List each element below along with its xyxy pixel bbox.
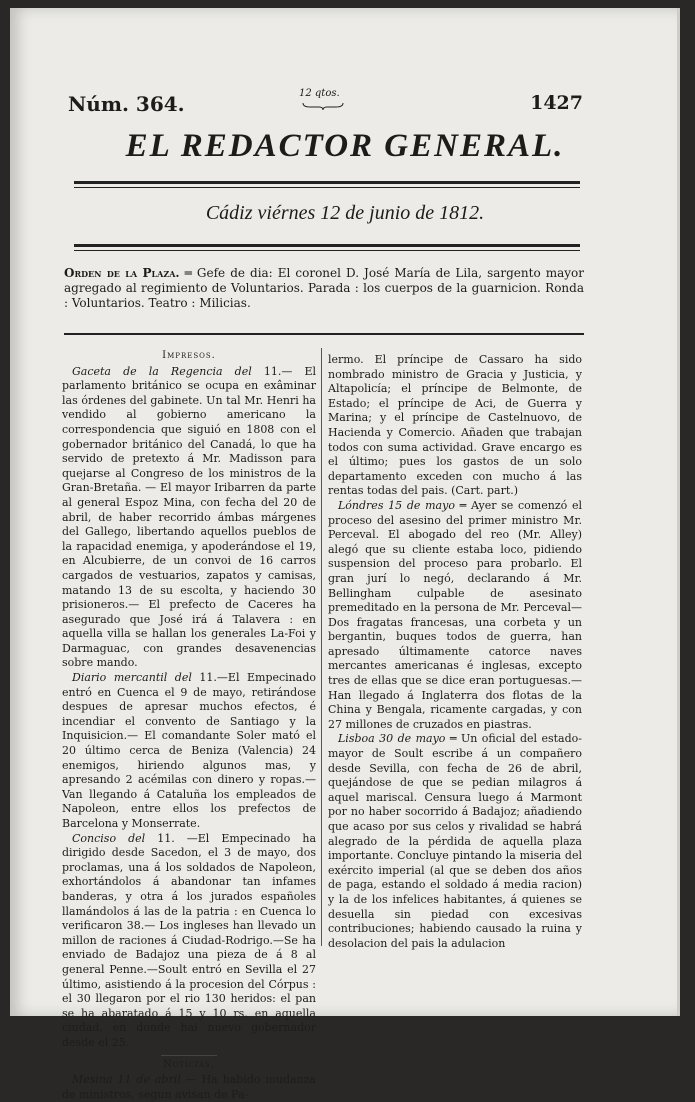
gaceta-source: Gaceta de la Regencia del: [72, 364, 252, 378]
diario-source: Diario mercantil del: [72, 671, 192, 685]
newspaper-page: [10, 8, 680, 1101]
dateline: Cádiz viérnes 12 de junio de 1812.: [205, 202, 485, 224]
title-rule: [74, 181, 580, 184]
orden-label: Orden de la Plaza.: [64, 266, 180, 280]
right-column: [328, 353, 582, 951]
impresos-heading: Impresos.: [162, 350, 216, 361]
orden-de-la-plaza: [64, 266, 584, 311]
orden-text: ═ Gefe de dia: El coronel D. José María de Lila, sargento mayor agregado al regimiento de Voluntarios. Parada : los cuerpos de la guarnicion. Ronda : Voluntarios. Teatro : Milicias.: [64, 266, 584, 310]
londres-dateline: Lóndres 15 de mayo: [338, 498, 455, 512]
article-conciso: [62, 832, 316, 1051]
article-palermo-cont: lermo. El príncipe de Cassaro ha sido nombrado ministro de Gracia y Justicia, y Altapolicía; el príncipe de Belmonte, de Estado; el príncipe de Aci, de Guerra y Marina; y el príncipe de Castelnuovo, de Hacienda y Comercio. Añaden que trabajan todos con suma actividad. Grave encargo es el último; pues los gastos de un solo departamento exceden con mucho á las rentas todas del pais. (Cart. part.): [328, 353, 582, 498]
noticias-rule: [161, 1055, 217, 1056]
mesina-text: — Ha habido mudanza de ministros, segun avisan de Pa-: [62, 1073, 316, 1101]
conciso-source: Conciso del: [72, 831, 146, 845]
diario-text: 11.—El Empecinado entró en Cuenca el 9 de mayo, retirándose despues de apresar muchos efectos, é incendiar el convento de Santiago y la Inquisicion.— El comandante Soler mató el 20 último cerca de Beniza (Valencia) 24 enemigos, hiriendo algunos mas, y apresando 2 acémilas con dinero y ropas.— Van llegando á Cataluña los empleados de Napoleon, entre ellos los prefectos de Barcelona y Monserrate.: [62, 671, 316, 830]
price-brace: [302, 102, 344, 110]
mesina-dateline: Mesina 11 de abril: [72, 1073, 181, 1087]
article-londres: [328, 499, 582, 733]
article-gaceta: [62, 365, 316, 671]
article-mesina: [62, 1073, 316, 1102]
gaceta-text: 11.— El parlamento británico se ocupa en exâminar las órdenes del gabinete. Un tal Mr. Henri ha vendido al gobierno americano la correspondencia que siguió en 1808 con el gobernador británico del Canadá, lo que ha servido de pretexto á Mr. Madisson para quejarse al Congreso de los ministros de la Gran-Bretaña. — El mayor Iribarren da parte al general Espoz Mina, con fecha del 20 de abril, de haber recorrido ámbas márgenes del Gallego, libertando aquellos pueblos de la rapacidad enemiga, y apoderándose el 19, en Alcubierre, de un convoi de 16 carros cargados de vestuarios, zapatos y camisas, matando 13 de su escolta, y haciendo 30 prisioneros.— El prefecto de Caceres ha asegurado que José irá á Talavera : en aquella villa se hallan los generales La-Foi y Darmaguac, con grandes desavenencias sobre mando.: [62, 364, 316, 670]
date-rule-thin: [74, 250, 580, 251]
price-note: 12 qtos.: [299, 88, 340, 99]
newspaper-title: EL REDACTOR GENERAL.: [125, 128, 565, 164]
conciso-text: 11. —El Empecinado ha dirigido desde Sacedon, el 3 de mayo, dos proclamas, una á los soldados de Napoleon, exhortándolos á abandonar tan infames banderas, y otra á los jurados españoles llamándolos á las de la patria : en Cuenca lo verificaron 38.— Los ingleses han llevado un millon de raciones á Ciudad-Rodrigo.—Se ha enviado de Badajoz una pieza de á 8 al general Penne.—Soult entró en Sevilla el 27 último, asistiendo á la procesion del Córpus : el 30 llegaron por el rio 130 heridos: el pan se ha abaratado á 15 y 10 rs. en aquella ciudad, en donde hai nuevo gobernador desde el 25.: [62, 831, 317, 1049]
left-column: [62, 349, 316, 1102]
column-divider: [321, 348, 322, 946]
page-edge: [677, 8, 680, 1016]
page-number: 1427: [530, 92, 583, 114]
title-rule-thin: [74, 187, 580, 188]
noticias-heading: Noticias.: [162, 1058, 216, 1070]
lisboa-dateline: Lisboa 30 de mayo: [338, 732, 446, 746]
issue-number: Núm. 364.: [68, 92, 185, 116]
article-lisboa: [328, 732, 582, 951]
article-diario: [62, 671, 316, 832]
section-rule: [64, 333, 584, 335]
date-rule: [74, 244, 580, 247]
lisboa-text: ═ Un oficial del estado-mayor de Soult escribe á un compañero desde Sevilla, con fecha de 26 de abril, quejándose de que se pedian milagros á aquel mariscal. Censura luego á Marmont por no haber socorrido á Badajoz; añadiendo que acaso por sus celos y rivalidad se habrá alegrado de la pérdida de aquella plaza importante. Concluye pintando la miseria del exército imperial (al que se deben dos años de paga, estando el soldado á media racion) y la de los infelices habitantes, á quienes se desuella sin piedad con excesivas contribuciones; habiendo causado la ruina y desolacion del pais la adulacion: [328, 732, 582, 950]
londres-text: ═ Ayer se comenzó el proceso del asesino del primer ministro Mr. Perceval. El abogado del reo (Mr. Alley) alegó que su cliente estaba loco, pidiendo suspension del proceso para probarlo. El gran jurí lo negó, declarando á Mr. Bellingham culpable de asesinato premeditado en la persona de Mr. Perceval— Dos fragatas francesas, una corbeta y un bergantin, buques todos de guerra, han apresado últimamente catorce naves mercantes americanas é inglesas, excepto tres de ellas que se dice eran portuguesas.— Han llegado á Inglaterra dos flotas de la China y Bengala, ricamente cargadas, y con 27 millones de cruzados en piastras.: [328, 498, 582, 731]
